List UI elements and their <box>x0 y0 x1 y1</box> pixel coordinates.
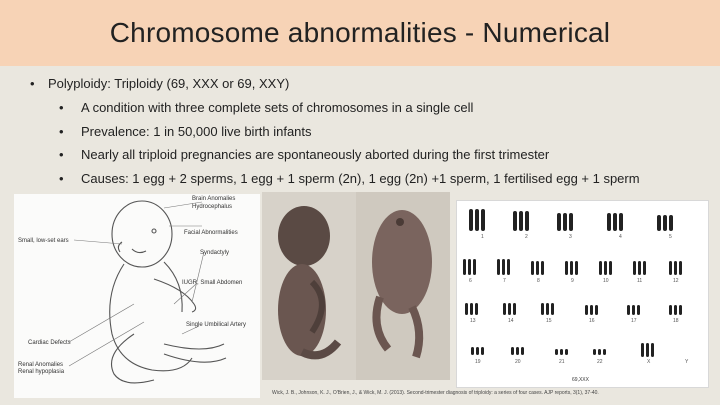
karyotype-num: 21 <box>559 359 565 365</box>
slide-title: Chromosome abnormalities - Numerical <box>109 17 611 48</box>
sub-bullet-text: Prevalence: 1 in 50,000 live birth infants <box>81 123 312 139</box>
karyotype-image <box>456 200 709 388</box>
karyotype-num: 12 <box>673 278 679 284</box>
label-hydrocephalus: Hydrocephalus <box>192 204 233 210</box>
fetal-anomaly-diagram <box>14 194 260 398</box>
citation-text: Wick, J. B., Johnson, K. J., O'Brien, J., & Wick, M. J. (2013). Second-trimester diagnosis of triploidy: a series of four cases. AJP reports, 3(1), 37-40. <box>272 390 599 396</box>
label-syndactyly: Syndactyly <box>200 250 230 256</box>
bullet-dot: • <box>30 76 35 91</box>
label-cardiac-defects: Cardiac Defects <box>28 340 71 346</box>
label-brain-anomalies: Brain Anomalies <box>192 196 236 202</box>
label-renal-anomalies: Renal Anomalies <box>18 362 64 368</box>
karyotype-num: X <box>647 359 651 365</box>
karyotype-num: 6 <box>469 278 472 284</box>
bullet-text: Polyploidy: Triploidy (69, XXX or 69, XXY) <box>48 76 290 91</box>
fetus-photo <box>262 192 450 380</box>
karyotype-num: 13 <box>470 318 476 324</box>
karyotype-num: 4 <box>619 234 622 240</box>
label-renal-hypoplasia: Renal hypoplasia <box>18 369 65 375</box>
sub-bullet-causes <box>56 167 710 191</box>
karyotype-num: 3 <box>569 234 572 240</box>
bullet-polyploidy <box>30 74 710 94</box>
karyotype-num: 7 <box>503 278 506 284</box>
fetus-photo-shapes <box>262 192 450 380</box>
sub-bullet-text: Causes: 1 egg + 2 sperms, 1 egg + 1 sperm (2n), 1 egg (2n) +1 sperm, 1 fertilised egg + 1 sperm <box>81 170 640 186</box>
karyotype-num: Y <box>685 359 689 365</box>
sub-bullet-prevalence <box>56 120 710 144</box>
karyotype-caption: 69,XXX <box>572 377 589 383</box>
karyotype-num: 14 <box>508 318 514 324</box>
sub-bullet-text: A condition with three complete sets of chromosomes in a single cell <box>81 100 474 115</box>
sub-bullet-definition <box>56 96 710 120</box>
karyotype-num: 15 <box>546 318 552 324</box>
karyotype-num: 9 <box>571 278 574 284</box>
karyotype-num: 1 <box>481 234 484 240</box>
slide-content <box>30 74 710 190</box>
bullet-dot: • <box>59 123 64 139</box>
bullet-dot: • <box>59 100 64 115</box>
label-facial-abnormalities: Facial Abnormalities <box>184 230 238 236</box>
karyotype-num: 10 <box>603 278 609 284</box>
karyotype-num: 20 <box>515 359 521 365</box>
karyotype-num: 2 <box>525 234 528 240</box>
karyotype-chromosomes <box>457 201 708 387</box>
sub-bullet-abortion <box>56 143 710 167</box>
karyotype-num: 5 <box>669 234 672 240</box>
bullet-dot: • <box>59 147 64 162</box>
bullet-dot: • <box>59 170 64 186</box>
label-iugr: IUGR, Small Abdomen <box>182 280 243 286</box>
karyotype-num: 19 <box>475 359 481 365</box>
label-umbilical-artery: Single Umbilical Artery <box>186 322 247 328</box>
label-small-ears: Small, low-set ears <box>18 238 69 244</box>
title-bar <box>0 0 720 66</box>
karyotype-num: 8 <box>537 278 540 284</box>
karyotype-num: 18 <box>673 318 679 324</box>
karyotype-num: 11 <box>637 278 643 284</box>
sub-bullet-text: Nearly all triploid pregnancies are spontaneously aborted during the first trimester <box>81 147 550 162</box>
karyotype-num: 22 <box>597 359 603 365</box>
sub-bullet-list <box>30 96 710 190</box>
karyotype-num: 16 <box>589 318 595 324</box>
karyotype-num: 17 <box>631 318 637 324</box>
